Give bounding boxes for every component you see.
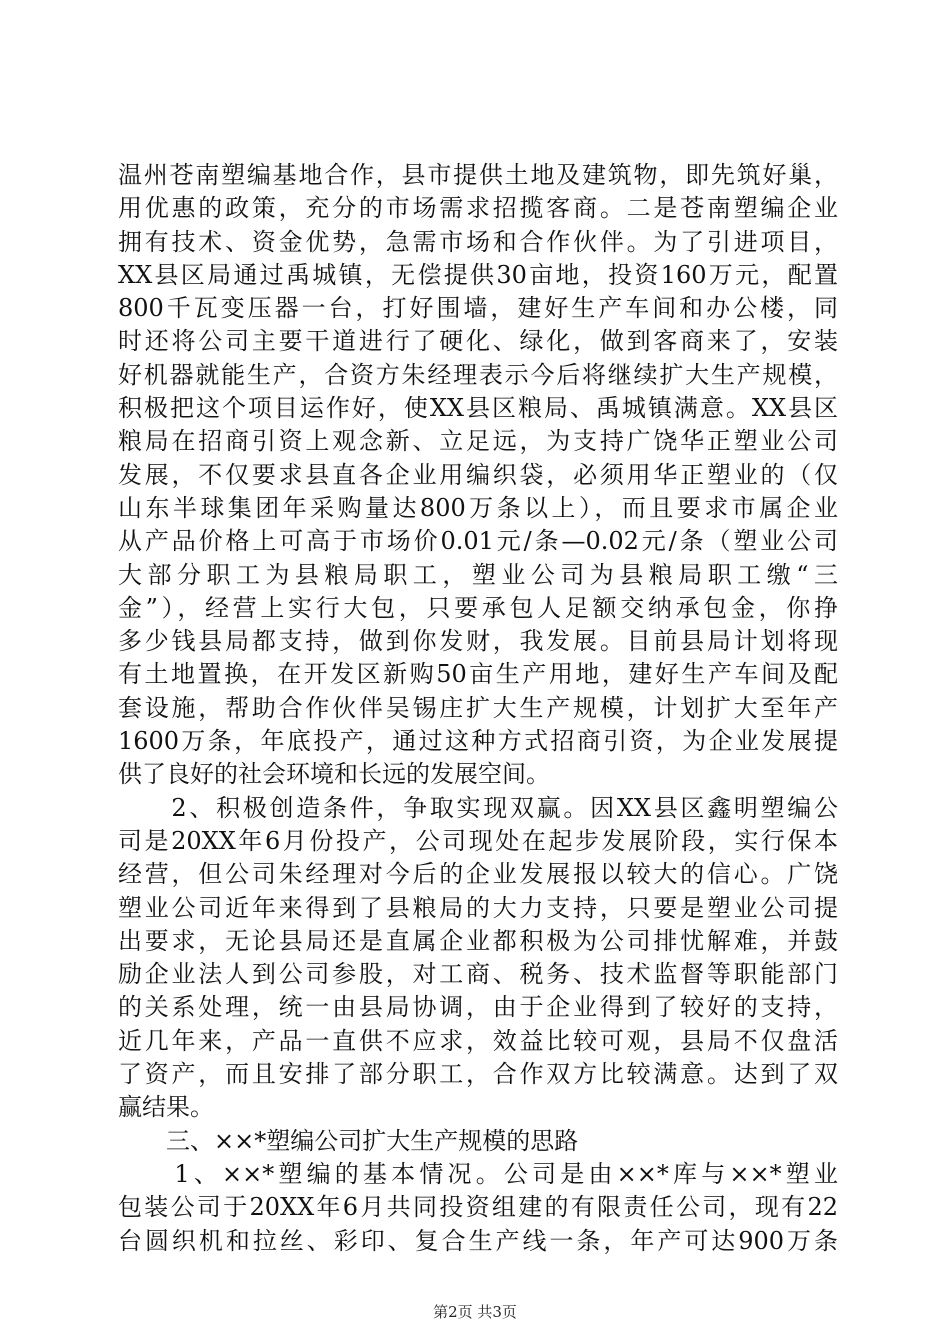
- text-line: 供了良好的社会环境和长远的发展空间。: [118, 760, 550, 789]
- text-line: 山东半球集团年采购量达800万条以上），而且要求市属企业: [118, 493, 838, 522]
- text-line: 2、积极创造条件，争取实现双赢。因XX县区鑫明塑编公: [118, 793, 838, 822]
- text-line: 积极把这个项目运作好，使XX县区粮局、禹城镇满意。XX县区: [118, 394, 838, 423]
- text-line: 好机器就能生产，合资方朱经理表示今后将继续扩大生产规模，: [118, 360, 838, 389]
- text-line: 司是20XX年6月份投产，公司现处在起步发展阶段，实行保本: [118, 826, 838, 855]
- text-line: 用优惠的政策，充分的市场需求招揽客商。二是苍南塑编企业: [118, 194, 838, 223]
- text-line: 拥有技术、资金优势，急需市场和合作伙伴。为了引进项目，: [118, 227, 838, 256]
- text-line: 套设施，帮助合作伙伴吴锡庄扩大生产规模，计划扩大至年产: [118, 693, 838, 722]
- text-line: 台圆织机和拉丝、彩印、复合生产线一条，年产可达900万条: [118, 1226, 838, 1255]
- text-line: 出要求，无论县局还是直属企业都积极为公司排忧解难，并鼓: [118, 926, 838, 955]
- text-line: 多少钱县局都支持，做到你发财，我发展。目前县局计划将现: [118, 627, 838, 656]
- text-line: 大部分职工为县粮局职工，塑业公司为县粮局职工缴“三: [118, 560, 838, 589]
- text-line: 的关系处理，统一由县局协调，由于企业得到了较好的支持，: [118, 993, 838, 1022]
- text-line: 从产品价格上可高于市场价0.01元/条—0.02元/条（塑业公司: [118, 527, 838, 556]
- text-line: 包装公司于20XX年6月共同投资组建的有限责任公司，现有22: [118, 1193, 838, 1222]
- text-line: 塑业公司近年来得到了县粮局的大力支持，只要是塑业公司提: [118, 893, 838, 922]
- text-line: 有土地置换，在开发区新购50亩生产用地，建好生产车间及配: [118, 660, 838, 689]
- text-line: 发展，不仅要求县直各企业用编织袋，必须用华正塑业的（仅: [118, 460, 838, 489]
- text-line: 1600万条，年底投产，通过这种方式招商引资，为企业发展提: [118, 727, 838, 756]
- text-line: 金”），经营上实行大包，只要承包人足额交纳承包金，你挣: [118, 593, 838, 622]
- text-line: 时还将公司主要干道进行了硬化、绿化，做到客商来了，安装: [118, 327, 838, 356]
- body-text: [118, 159, 838, 1258]
- text-line: 800千瓦变压器一台，打好围墙，建好生产车间和办公楼，同: [118, 294, 838, 323]
- text-line: 励企业法人到公司参股，对工商、税务、技术监督等职能部门: [118, 960, 838, 989]
- section-heading: 三、××*塑编公司扩大生产规模的思路: [118, 1126, 579, 1155]
- text-line: XX县区局通过禹城镇，无偿提供30亩地，投资160万元，配置: [118, 260, 838, 289]
- text-line: 经营，但公司朱经理对今后的企业发展报以较大的信心。广饶: [118, 860, 838, 889]
- text-line: 温州苍南塑编基地合作，县市提供土地及建筑物，即先筑好巢，: [118, 161, 838, 189]
- text-line: 了资产，而且安排了部分职工，合作双方比较满意。达到了双: [118, 1060, 838, 1089]
- text-line: 1、××*塑编的基本情况。公司是由××*库与××*塑业: [118, 1159, 838, 1188]
- text-line: 粮局在招商引资上观念新、立足远，为支持广饶华正塑业公司: [118, 427, 838, 456]
- text-line: 赢结果。: [118, 1093, 214, 1122]
- text-line: 近几年来，产品一直供不应求，效益比较可观，县局不仅盘活: [118, 1026, 838, 1055]
- page-number: 第2页 共3页: [433, 1303, 517, 1321]
